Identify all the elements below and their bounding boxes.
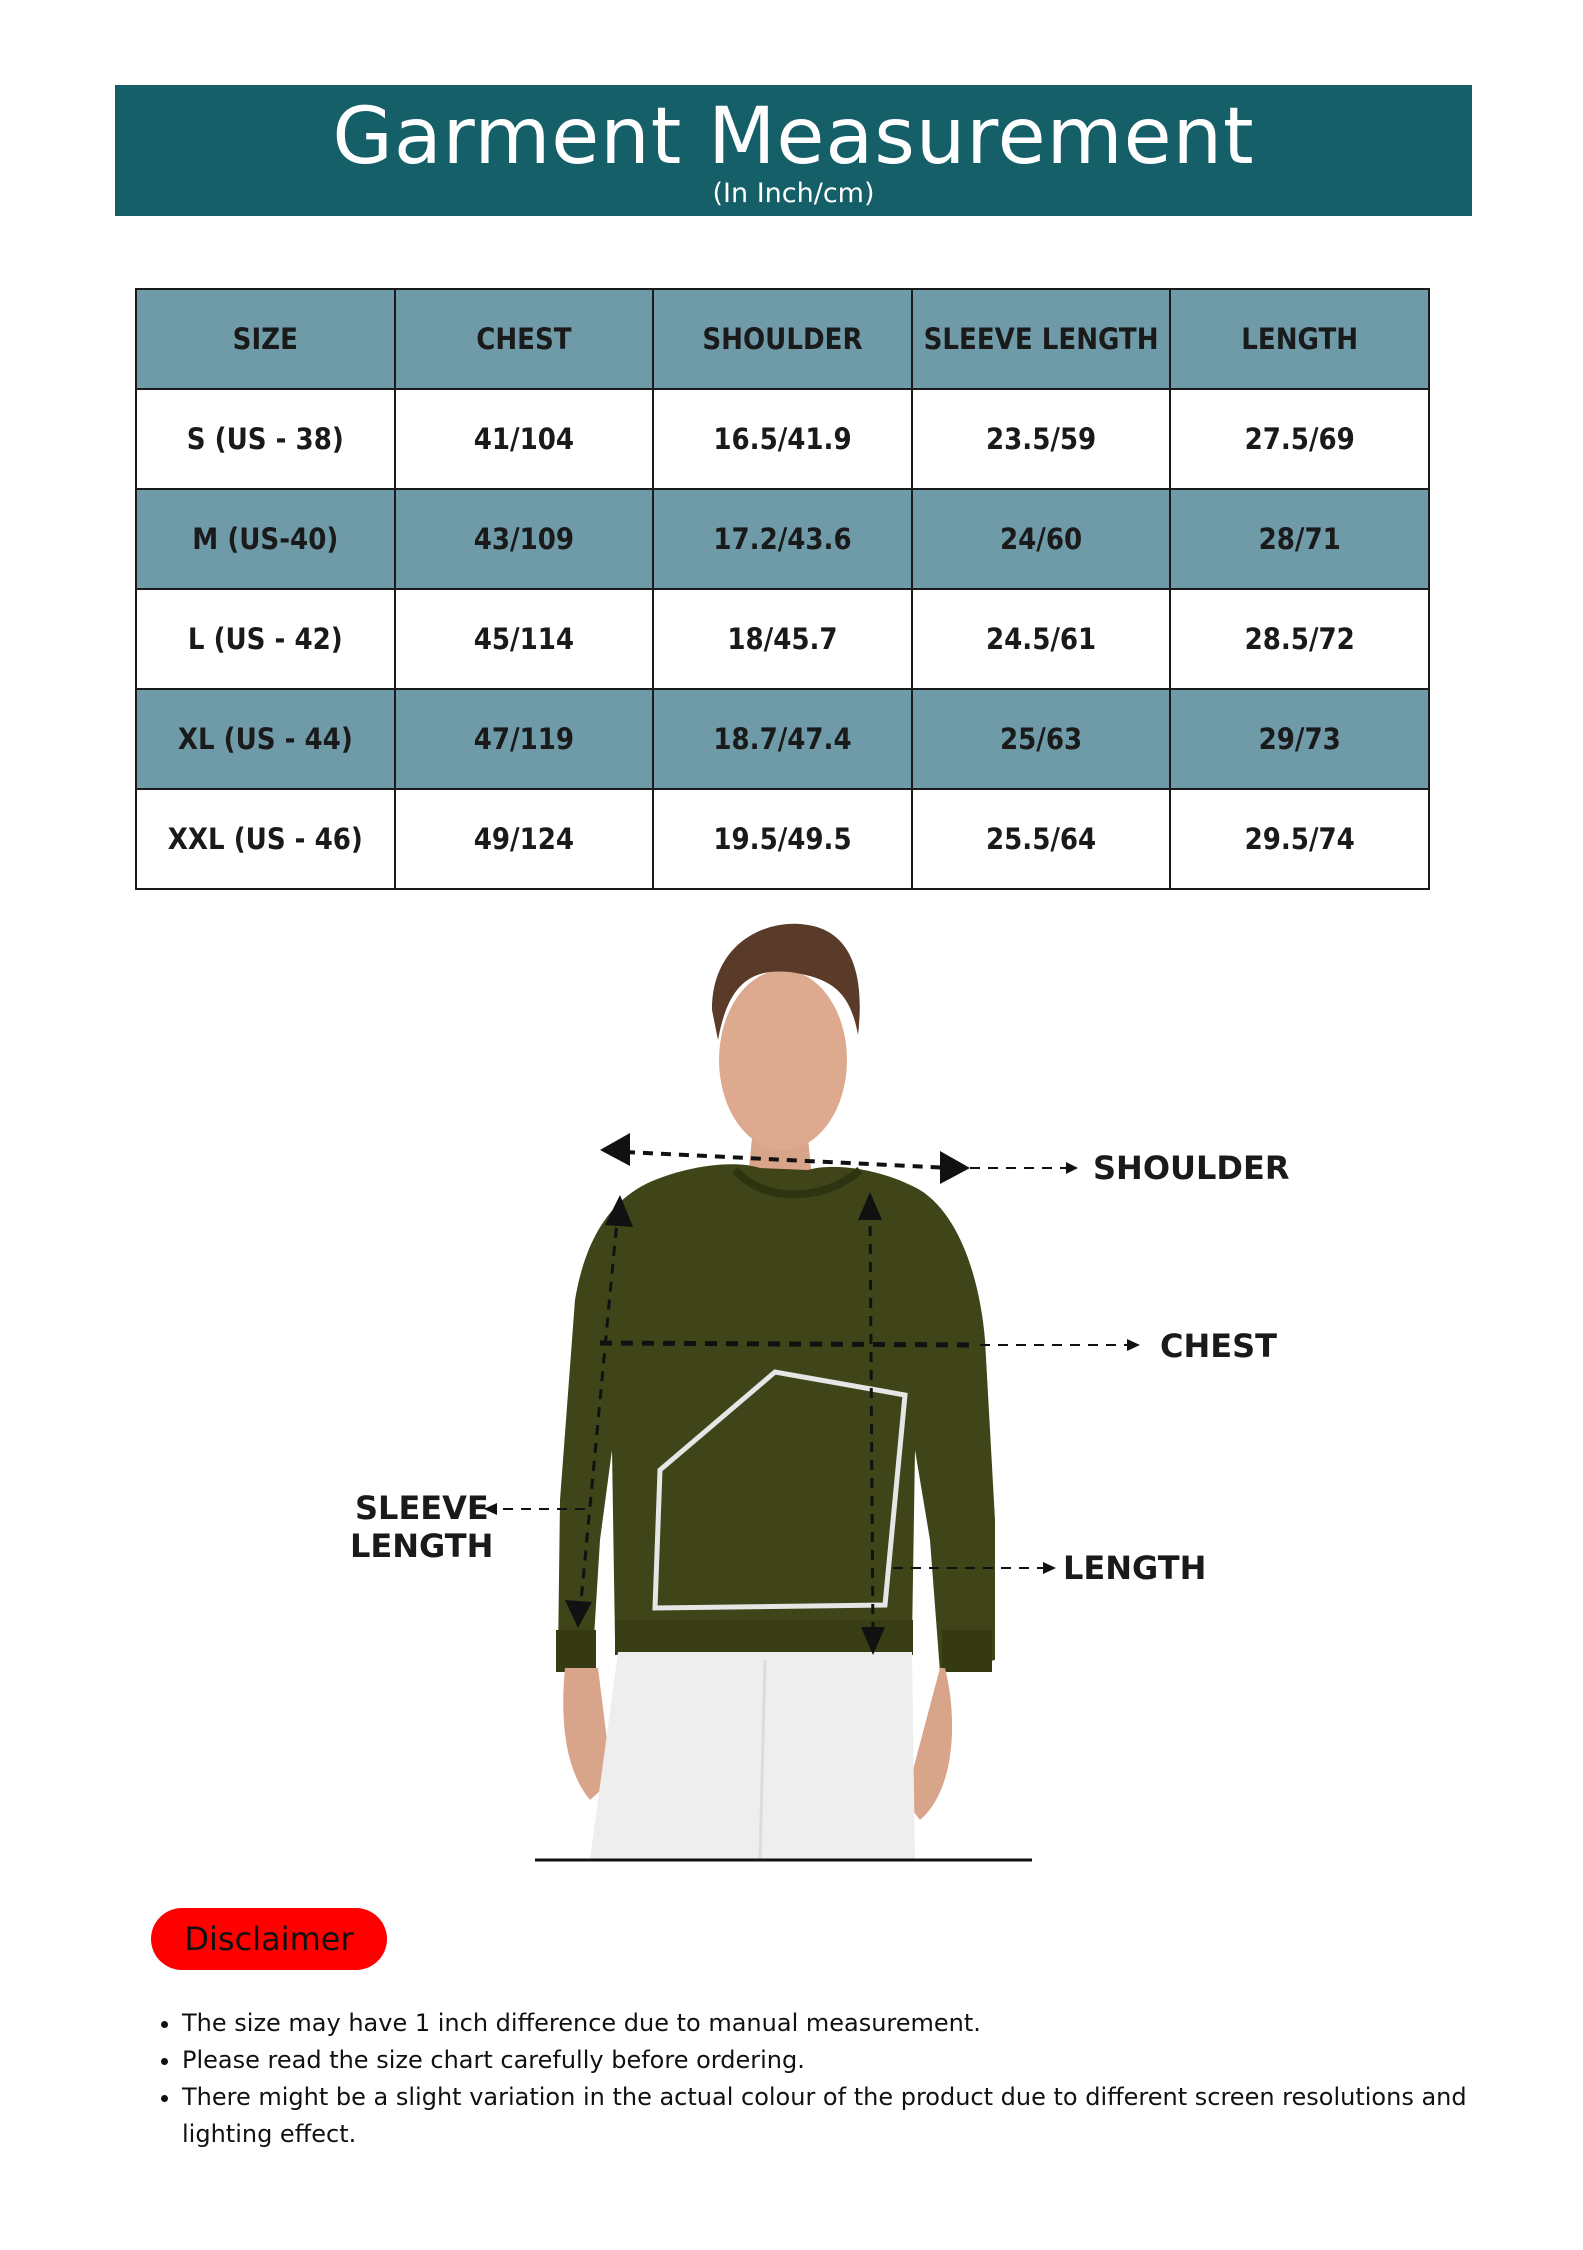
list-item: • The size may have 1 inch difference due to manual measurement. bbox=[182, 2005, 1562, 2042]
disclaimer-notes-list bbox=[150, 2005, 1562, 2153]
table-cell: 24.5/61 bbox=[912, 589, 1171, 689]
table-cell: 16.5/41.9 bbox=[653, 389, 912, 489]
table-cell: 27.5/69 bbox=[1170, 389, 1429, 489]
column-header-sleeve-length: SLEEVE LENGTH bbox=[912, 289, 1171, 389]
table-cell: 23.5/59 bbox=[912, 389, 1171, 489]
sweatshirt bbox=[556, 1164, 995, 1672]
page-title: Garment Measurement bbox=[332, 92, 1255, 182]
table-cell: 47/119 bbox=[395, 689, 654, 789]
table-cell: 19.5/49.5 bbox=[653, 789, 912, 889]
model-head bbox=[712, 924, 860, 1178]
length-callout-label: LENGTH bbox=[1063, 1549, 1207, 1587]
sleeve-callout-label-line1: SLEEVE bbox=[355, 1489, 489, 1527]
table-cell: 49/124 bbox=[395, 789, 654, 889]
table-cell: 25/63 bbox=[912, 689, 1171, 789]
page-subtitle: (In Inch/cm) bbox=[712, 178, 875, 209]
table-cell: XL (US - 44) bbox=[136, 689, 395, 789]
table-cell: 45/114 bbox=[395, 589, 654, 689]
table-cell: 43/109 bbox=[395, 489, 654, 589]
table-cell: S (US - 38) bbox=[136, 389, 395, 489]
table-cell: M (US-40) bbox=[136, 489, 395, 589]
list-item: • There might be a slight variation in the actual colour of the product due to different screen resolutions and lighting effect. bbox=[182, 2079, 1562, 2153]
list-item: • Please read the size chart carefully before ordering. bbox=[182, 2042, 1562, 2079]
table-cell: 18/45.7 bbox=[653, 589, 912, 689]
table-cell: L (US - 42) bbox=[136, 589, 395, 689]
table-cell: 17.2/43.6 bbox=[653, 489, 912, 589]
disclaimer-badge: Disclaimer bbox=[151, 1908, 387, 1970]
table-cell: 25.5/64 bbox=[912, 789, 1171, 889]
table-cell: 24/60 bbox=[912, 489, 1171, 589]
column-header-size: SIZE bbox=[136, 289, 395, 389]
model-jeans bbox=[590, 1652, 915, 1860]
column-header-length: LENGTH bbox=[1170, 289, 1429, 389]
chest-callout-label: CHEST bbox=[1160, 1327, 1277, 1365]
shoulder-callout-label: SHOULDER bbox=[1093, 1149, 1290, 1187]
column-header-chest: CHEST bbox=[395, 289, 654, 389]
table-cell: XXL (US - 46) bbox=[136, 789, 395, 889]
table-cell: 18.7/47.4 bbox=[653, 689, 912, 789]
table-cell: 29/73 bbox=[1170, 689, 1429, 789]
column-header-shoulder: SHOULDER bbox=[653, 289, 912, 389]
table-cell: 28/71 bbox=[1170, 489, 1429, 589]
table-cell: 29.5/74 bbox=[1170, 789, 1429, 889]
sleeve-callout-label-line2: LENGTH bbox=[350, 1527, 494, 1565]
table-cell: 41/104 bbox=[395, 389, 654, 489]
table-cell: 28.5/72 bbox=[1170, 589, 1429, 689]
